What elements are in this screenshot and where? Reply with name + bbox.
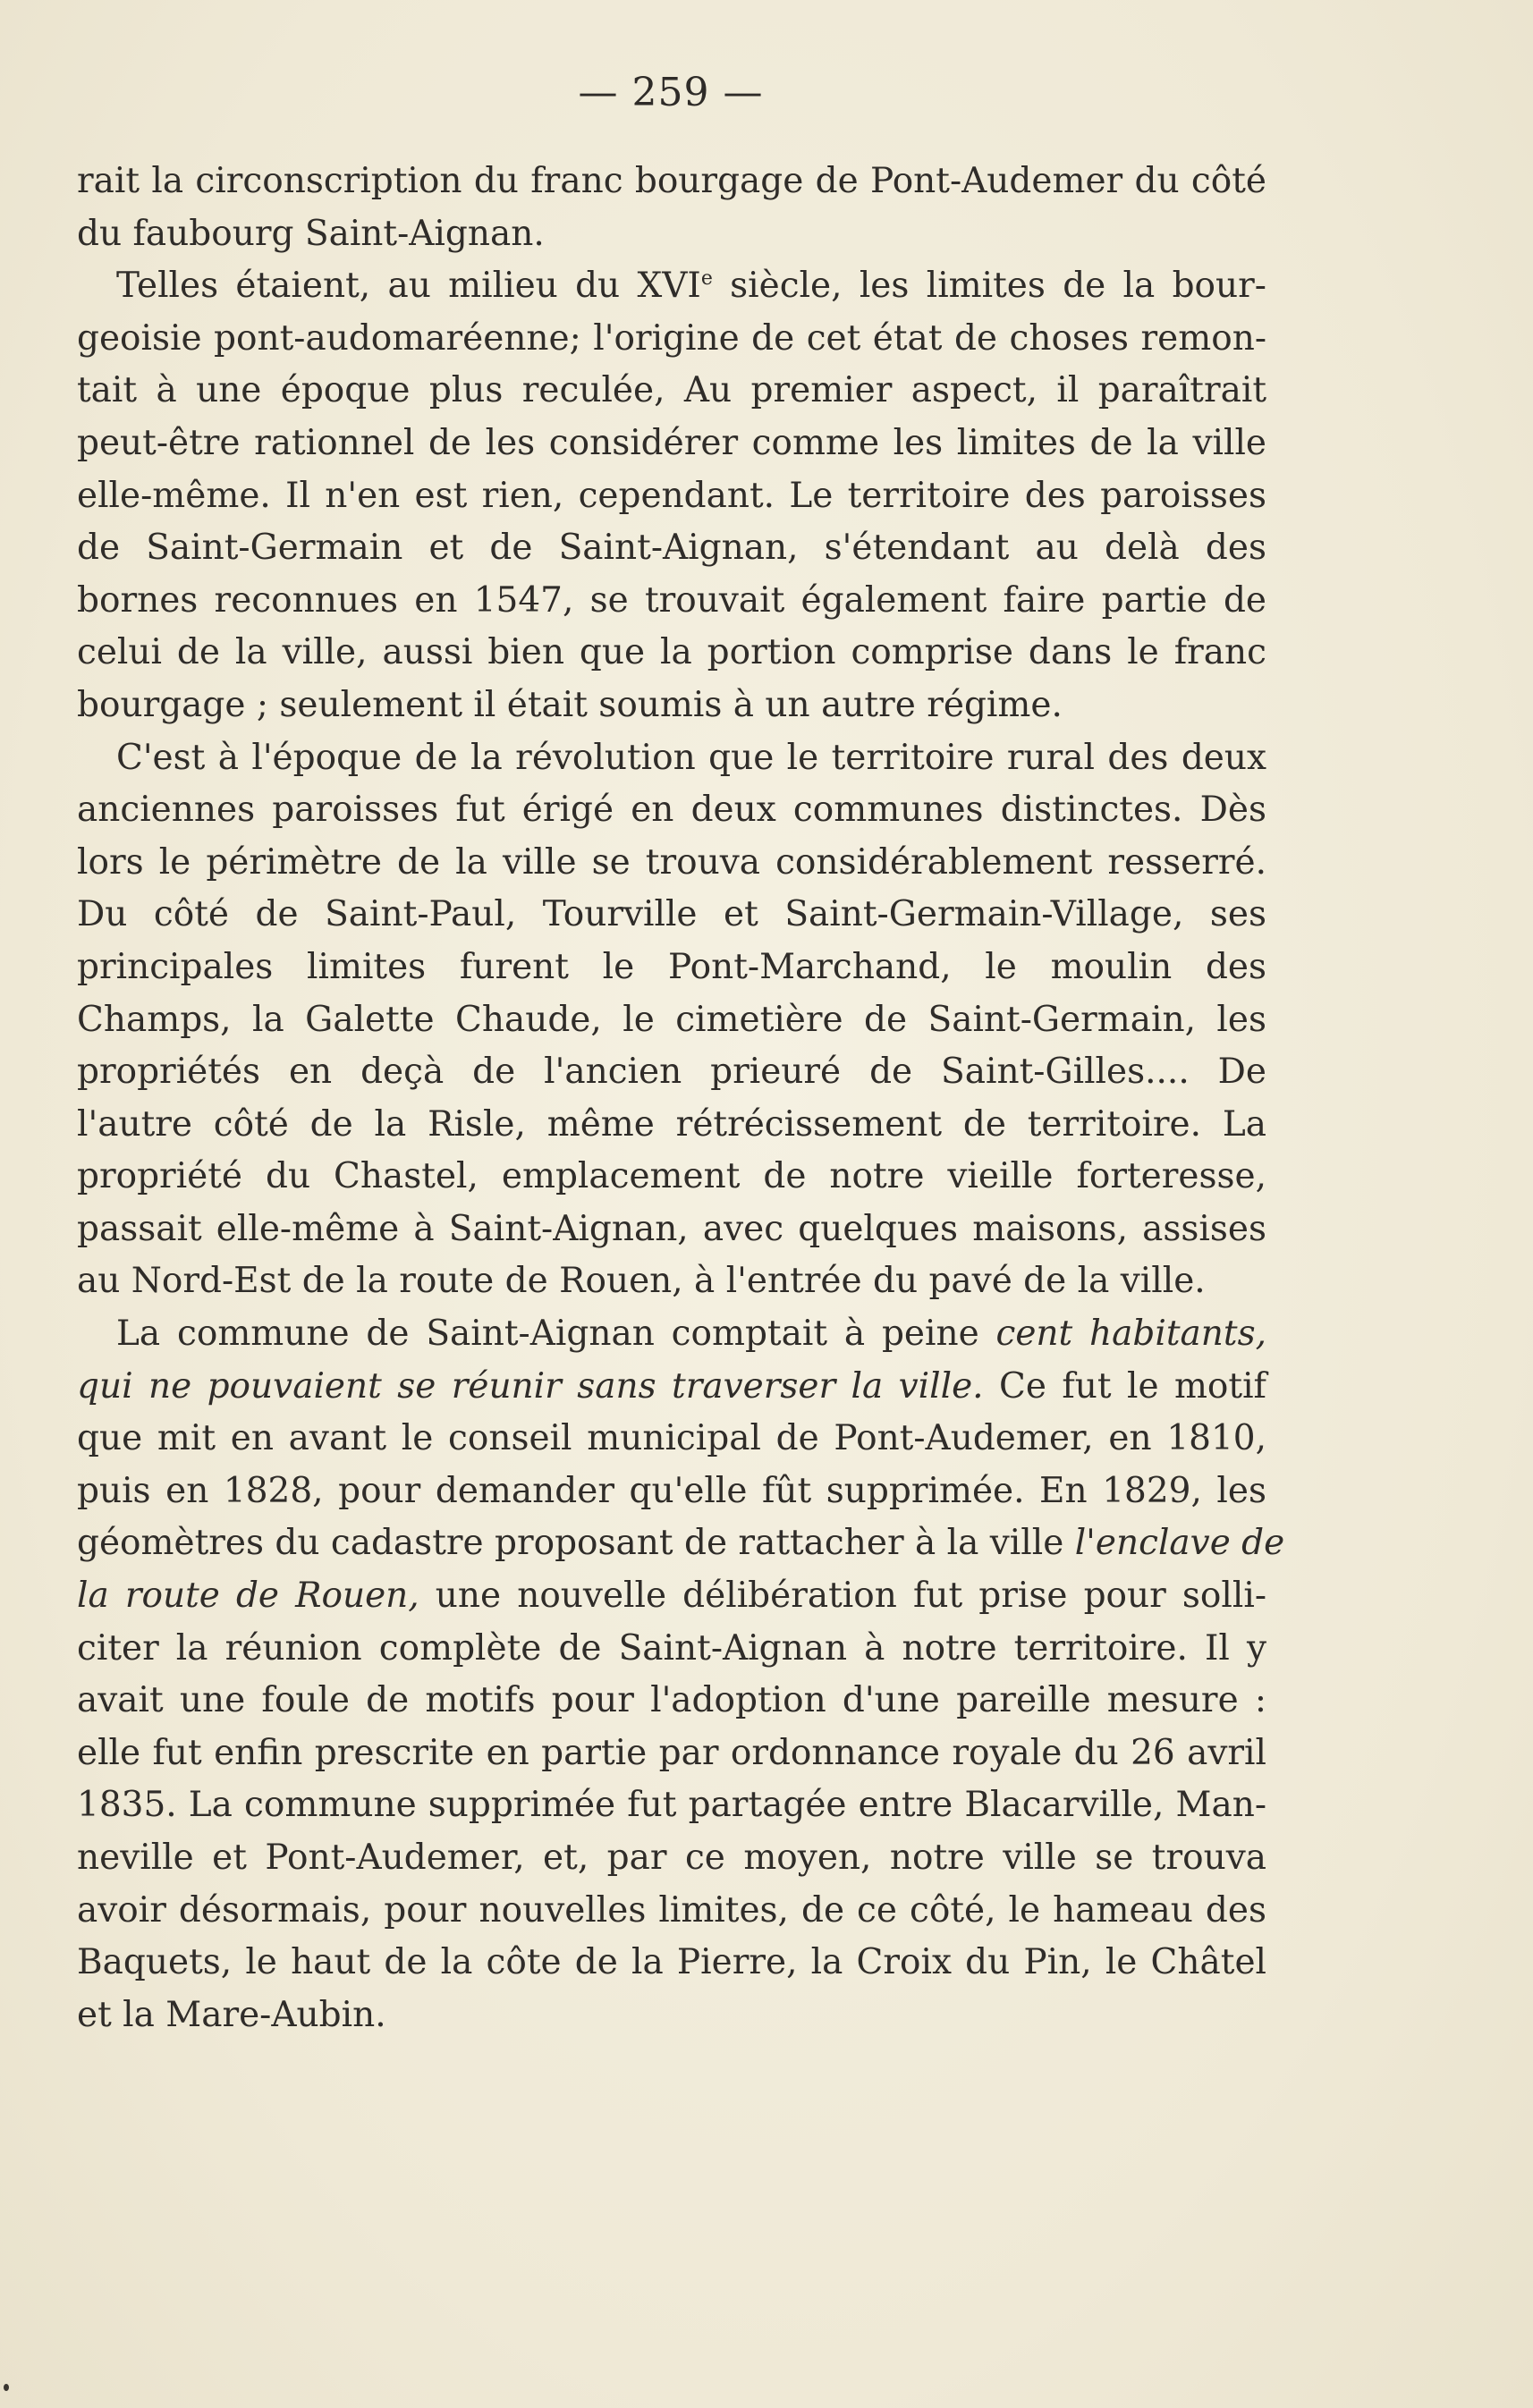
text-line bbox=[77, 1361, 1266, 1414]
italic-text: l'enclave de bbox=[1074, 1523, 1285, 1564]
text-line: geoisie pont-audomaréenne; l'origine de cet état de choses remon- bbox=[77, 317, 1266, 359]
text-line: celui de la ville, aussi bien que la portion comprise dans le franc bbox=[77, 632, 1266, 673]
text-line: Champs, la Galette Chaude, le cimetière de Saint-Germain, les bbox=[77, 999, 1266, 1040]
text-line: avoir désormais, pour nouvelles limites, de ce côté, le hameau des bbox=[77, 1889, 1266, 1931]
page-number: — 259 — bbox=[578, 70, 764, 115]
italic-text: cent habitants, bbox=[995, 1314, 1266, 1355]
text-line bbox=[77, 1570, 1266, 1623]
text-line: principales limites furent le Pont-Marchand, le moulin des bbox=[77, 946, 1266, 987]
text-line: puis en 1828, pour demander qu'elle fût supprimée. En 1829, les bbox=[77, 1470, 1266, 1511]
text-line: lors le périmètre de la ville se trouva considérablement resserré. bbox=[77, 841, 1266, 883]
text-line: neville et Pont-Audemer, et, par ce moyen, notre ville se trouva bbox=[77, 1838, 1266, 1878]
text-line: du faubourg Saint-Aignan. bbox=[77, 213, 545, 254]
text-line: bourgage ; seulement il était soumis à un autre régime. bbox=[77, 684, 1063, 725]
text-line bbox=[77, 1517, 1285, 1570]
text-line: bornes reconnues en 1547, se trouvait également faire partie de bbox=[77, 579, 1266, 621]
text-line: l'autre côté de la Risle, même rétrécissement de territoire. La bbox=[77, 1103, 1266, 1145]
text-line: Du côté de Saint-Paul, Tourville et Saint-Germain-Village, ses bbox=[77, 894, 1266, 935]
text-line: peut-être rationnel de les considérer comme les limites de la ville bbox=[77, 422, 1266, 463]
body-text bbox=[77, 156, 1285, 2041]
text-line: avait une foule de motifs pour l'adoption d'une pareille mesure : bbox=[77, 1680, 1266, 1721]
text-line: passait elle-même à Saint-Aignan, avec quelques maisons, assises bbox=[77, 1208, 1266, 1249]
italic-text: la route de Rouen, bbox=[77, 1576, 419, 1617]
text-span: Telles étaient, au milieu du XVI bbox=[116, 266, 701, 307]
text-line: et la Mare-Aubin. bbox=[77, 1994, 386, 2035]
text-line: Baquets, le haut de la côte de la Pierre, la Croix du Pin, le Châtel bbox=[77, 1942, 1266, 1983]
text-line: C'est à l'époque de la révolution que le territoire rural des deux bbox=[116, 737, 1266, 778]
text-line: rait la circonscription du franc bourgage de Pont-Audemer du côté bbox=[77, 161, 1266, 201]
text-span: La commune de Saint-Aignan comptait à peine bbox=[116, 1314, 996, 1355]
text-line: propriété du Chastel, emplacement de notre vieille forteresse, bbox=[77, 1156, 1266, 1197]
text-span: Ce fut le motif bbox=[983, 1365, 1266, 1407]
italic-text: qui ne pouvaient se réunir sans traverser la ville. bbox=[77, 1365, 984, 1407]
ink-speck bbox=[4, 2384, 9, 2391]
text-span: siècle, les limites de la bour- bbox=[712, 266, 1266, 307]
text-line: que mit en avant le conseil municipal de Pont-Audemer, en 1810, bbox=[77, 1418, 1266, 1459]
text-line: propriétés en deçà de l'ancien prieuré de Saint-Gilles.... De bbox=[77, 1052, 1266, 1093]
text-line: de Saint-Germain et de Saint-Aignan, s'étendant au delà des bbox=[77, 528, 1266, 569]
text-span: géomètres du cadastre proposant de rattacher à la ville bbox=[77, 1523, 1075, 1564]
superscript: e bbox=[700, 267, 713, 291]
text-line: elle fut enfin prescrite en partie par ordonnance royale du 26 avril bbox=[77, 1732, 1266, 1773]
text-line: anciennes paroisses fut érigé en deux communes distinctes. Dès bbox=[77, 790, 1266, 831]
text-line: au Nord-Est de la route de Rouen, à l'entrée du pavé de la ville. bbox=[77, 1261, 1206, 1302]
text-line bbox=[77, 1308, 1266, 1361]
text-line: elle-même. Il n'en est rien, cependant. Le territoire des paroisses bbox=[77, 475, 1266, 516]
text-line bbox=[77, 260, 1266, 313]
text-span: une nouvelle délibération fut prise pour solli- bbox=[419, 1576, 1267, 1617]
text-line: tait à une époque plus reculée, Au premier aspect, il paraîtrait bbox=[77, 370, 1266, 411]
text-line: citer la réunion complète de Saint-Aignan à notre territoire. Il y bbox=[77, 1627, 1266, 1669]
text-line: 1835. La commune supprimée fut partagée entre Blacarville, Man- bbox=[77, 1785, 1266, 1826]
